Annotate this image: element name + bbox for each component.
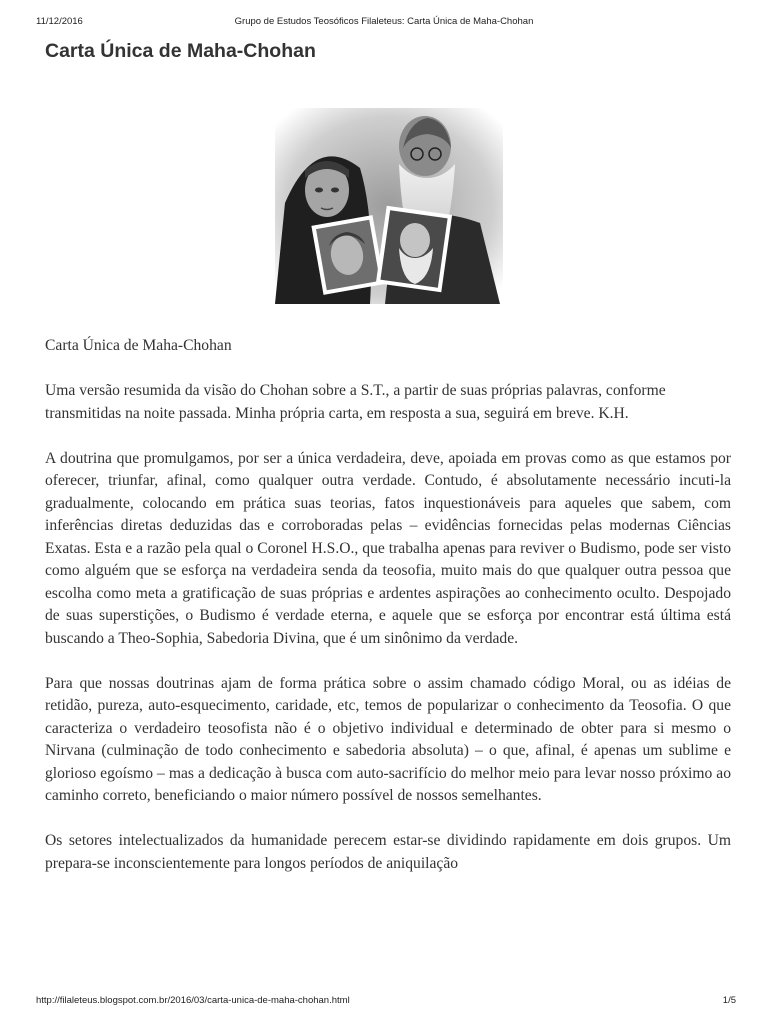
print-footer: [0, 995, 768, 1009]
print-date: 11/12/2016: [36, 16, 83, 27]
paragraph: Uma versão resumida da visão do Chohan sobre a S.T., a partir de suas próprias palavras, conforme transmitidas na noite passada. Minha própria carta, em resposta a sua, seguirá em breve. K.H.: [45, 382, 666, 422]
article-body: [45, 335, 731, 875]
article-photo: [275, 108, 503, 304]
print-document-title: Grupo de Estudos Teosóficos Filaleteus: Carta Única de Maha-Chohan: [234, 16, 534, 27]
print-header: [0, 16, 768, 30]
paragraph: Para que nossas doutrinas ajam de forma prática sobre o assim chamado código Moral, ou as idéias de retidão, pureza, auto-esquecimento, caridade, etc, temos de popularizar o conhecimento da Teosofia. O que caracteriza o verdadeiro teosofista não é o objetivo individual e determinado de obter para si mesmo o Nirvana (culminação de todo conhecimento e sabedoria absoluta) – o que, afinal, é apenas um sublime e glorioso egoísmo – mas a dedicação à busca com auto-sacrifício do melhor meio para levar nosso próximo ao caminho correto, beneficiando o maior número possível de nossos semelhantes.: [45, 674, 731, 804]
page-number: 1/5: [722, 995, 736, 1006]
page-title: Carta Única de Maha-Chohan: [45, 40, 316, 62]
paragraph: A doutrina que promulgamos, por ser a única verdadeira, deve, apoiada em provas como as que estamos por oferecer, triunfar, afinal, como qualquer outra verdade. Contudo, é absolutamente necessário incuti-la gradualmente, colocando em prática suas teorias, fatos inquestionáveis para aqueles que sabem, com inferências diretas deduzidas das e corroboradas pelas – evidências fornecidas pelas modernas Ciências Exatas. Esta e a razão pela qual o Coronel H.S.O., que trabalha apenas para reviver o Budismo, pode ser visto como alguém que se esforça na verdadeira senda da teosofia, muito mais do que qualquer outra pessoa que escolha como meta a gratificação de suas próprias e ardentes aspirações ao conhecimento oculto. Despojado de suas superstições, o Budismo é verdade eterna, e aquele que se esforça por encontrar está última está buscando a Theo-Sophia, Sabedoria Divina, que é um sinônimo da verdade.: [45, 449, 731, 647]
paragraph: Os setores intelectualizados da humanidade perecem estar-se dividindo rapidamente em dois grupos. Um prepara-se inconscientemente para longos períodos de aniquilação: [45, 832, 731, 872]
print-url: http://filaleteus.blogspot.com.br/2016/03/carta-unica-de-maha-chohan.html: [36, 995, 350, 1006]
article-subtitle: Carta Única de Maha-Chohan: [45, 337, 232, 354]
